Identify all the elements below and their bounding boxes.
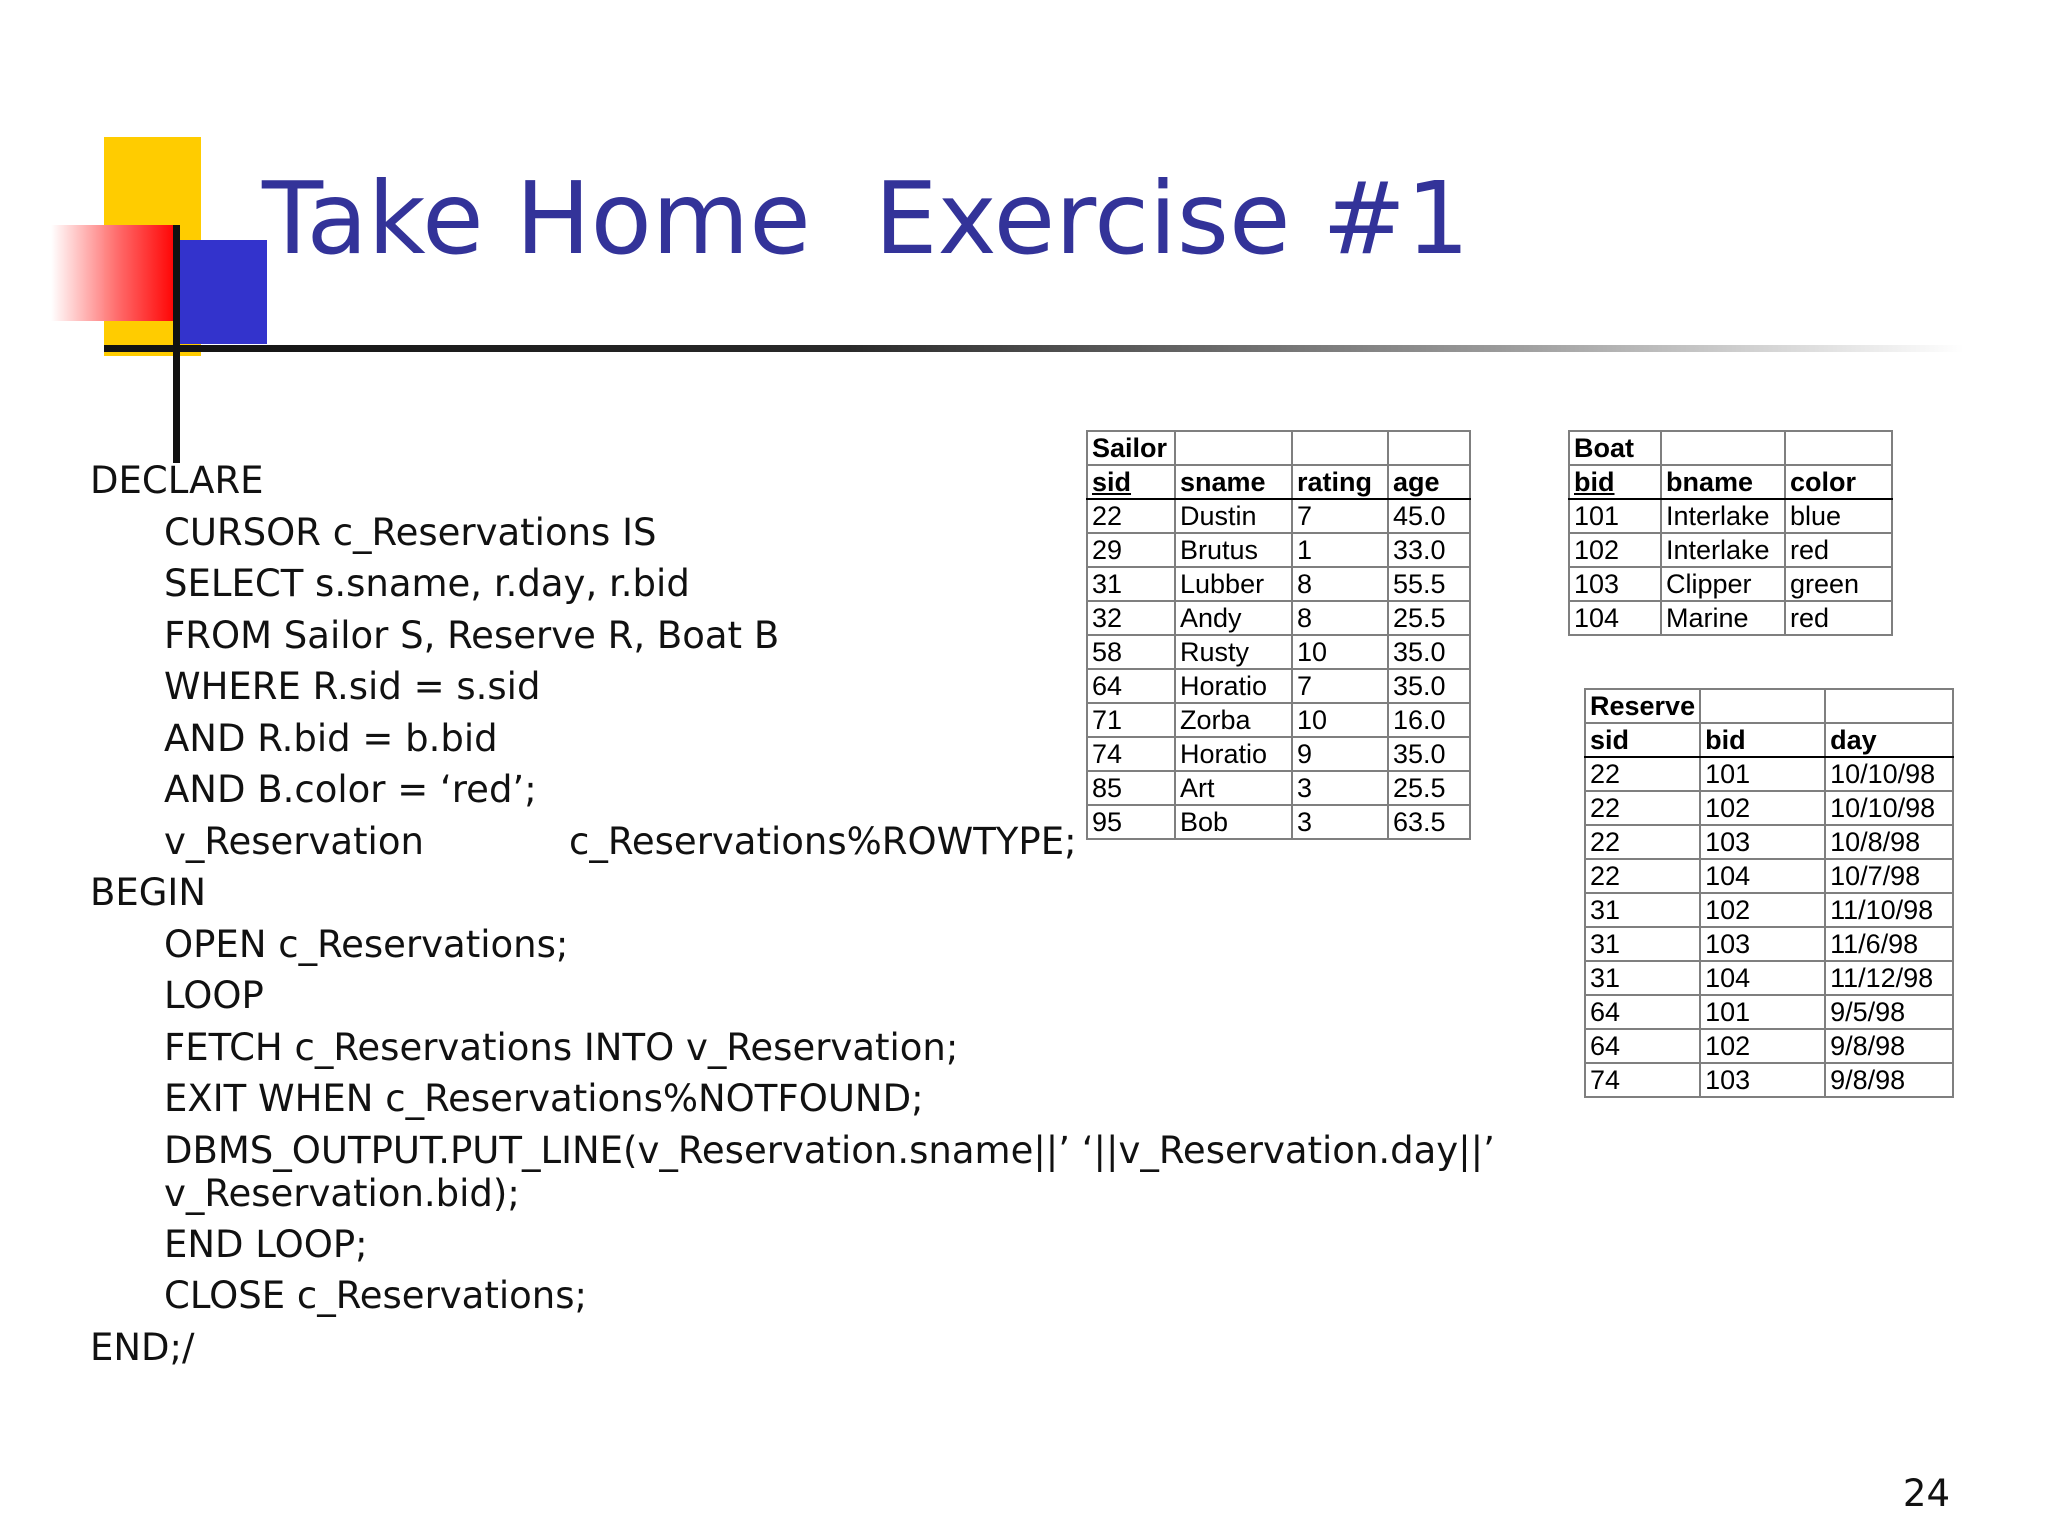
cell: 35.0	[1388, 669, 1470, 703]
cell: green	[1785, 567, 1892, 601]
column-header: sname	[1175, 465, 1292, 499]
cell: Horatio	[1175, 669, 1292, 703]
cell: 7	[1292, 669, 1388, 703]
title-rule	[104, 345, 1964, 352]
cell: 102	[1569, 533, 1661, 567]
cell: 103	[1700, 1063, 1825, 1097]
cell: 45.0	[1388, 499, 1470, 533]
table-caption: Boat	[1569, 431, 1661, 465]
cell: 31	[1585, 927, 1700, 961]
cell: 32	[1087, 601, 1175, 635]
cell: 10	[1292, 703, 1388, 737]
cell: 10/10/98	[1825, 757, 1953, 791]
table-row	[1585, 893, 1953, 927]
code-line-fetch: FETCH c_Reservations INTO v_Reservation;	[164, 1025, 959, 1069]
cell: 95	[1087, 805, 1175, 839]
cell: Brutus	[1175, 533, 1292, 567]
cell: 8	[1292, 601, 1388, 635]
cell: 3	[1292, 805, 1388, 839]
cell: 9/5/98	[1825, 995, 1953, 1029]
cell: 9/8/98	[1825, 1063, 1953, 1097]
cell: 103	[1700, 825, 1825, 859]
cell: 102	[1700, 893, 1825, 927]
column-header: bid	[1569, 465, 1661, 499]
deco-red-square	[51, 225, 177, 321]
table-row	[1585, 1063, 1953, 1097]
code-line-open: OPEN c_Reservations;	[164, 922, 569, 966]
column-header: age	[1388, 465, 1470, 499]
code-line-cursor: CURSOR c_Reservations IS	[164, 510, 657, 554]
table-row	[1087, 703, 1470, 737]
cell: Andy	[1175, 601, 1292, 635]
cell: 10	[1292, 635, 1388, 669]
code-line-and-color: AND B.color = ‘red’;	[164, 768, 537, 811]
code-line-loop: LOOP	[164, 974, 264, 1017]
code-line-close: CLOSE c_Reservations;	[164, 1274, 587, 1317]
code-line-where: WHERE R.sid = s.sid	[164, 665, 541, 708]
cell: 104	[1569, 601, 1661, 635]
cell: 9/8/98	[1825, 1029, 1953, 1063]
column-header: sid	[1087, 465, 1175, 499]
table-row	[1087, 533, 1470, 567]
column-header: sid	[1585, 723, 1700, 757]
column-header: rating	[1292, 465, 1388, 499]
cell: 10/10/98	[1825, 791, 1953, 825]
table-row	[1087, 737, 1470, 771]
deco-vertical-line	[173, 225, 180, 463]
cell: Rusty	[1175, 635, 1292, 669]
cell: 74	[1585, 1063, 1700, 1097]
code-line-put-line: DBMS_OUTPUT.PUT_LINE(v_Reservation.sname||’ ‘||v_Reservation.day||’ v_Reservation.bid);	[164, 1128, 1495, 1215]
cell: 1	[1292, 533, 1388, 567]
cell: 103	[1569, 567, 1661, 601]
cell: 64	[1087, 669, 1175, 703]
cell: 22	[1087, 499, 1175, 533]
cell: 101	[1569, 499, 1661, 533]
cell: 101	[1700, 757, 1825, 791]
cell: 16.0	[1388, 703, 1470, 737]
cell: 74	[1087, 737, 1175, 771]
cell: 31	[1585, 961, 1700, 995]
table-row	[1087, 601, 1470, 635]
code-line-from: FROM Sailor S, Reserve R, Boat B	[164, 613, 780, 657]
column-header: bid	[1700, 723, 1825, 757]
cell: 7	[1292, 499, 1388, 533]
table-caption: Reserve	[1585, 689, 1700, 723]
cell: 22	[1585, 825, 1700, 859]
code-line-and-bid: AND R.bid = b.bid	[164, 716, 498, 760]
cell: 85	[1087, 771, 1175, 805]
variable-name: v_Reservation	[164, 819, 424, 863]
cell: 29	[1087, 533, 1175, 567]
column-header: bname	[1661, 465, 1785, 499]
cell: red	[1785, 601, 1892, 635]
table-row	[1569, 499, 1892, 533]
cell: 31	[1585, 893, 1700, 927]
reserve-table	[1584, 688, 1954, 1098]
cell: 35.0	[1388, 635, 1470, 669]
cell: 22	[1585, 859, 1700, 893]
table-row	[1569, 533, 1892, 567]
table-row	[1569, 601, 1892, 635]
cell: blue	[1785, 499, 1892, 533]
cell: 102	[1700, 1029, 1825, 1063]
cell: 101	[1700, 995, 1825, 1029]
variable-type: c_Reservations%ROWTYPE;	[569, 819, 1077, 863]
cell: Interlake	[1661, 499, 1785, 533]
cell: Clipper	[1661, 567, 1785, 601]
slide-title: Take Home Exercise #1	[262, 160, 1470, 277]
code-line-end-loop: END LOOP;	[164, 1222, 368, 1266]
cell: 64	[1585, 1029, 1700, 1063]
table-row	[1087, 499, 1470, 533]
cell: 31	[1087, 567, 1175, 601]
cell: 55.5	[1388, 567, 1470, 601]
cell: 58	[1087, 635, 1175, 669]
table-row	[1585, 961, 1953, 995]
cell: Zorba	[1175, 703, 1292, 737]
table-row	[1585, 791, 1953, 825]
cell: 22	[1585, 791, 1700, 825]
page-number: 24	[1902, 1472, 1950, 1515]
cell: Interlake	[1661, 533, 1785, 567]
sailor-table	[1086, 430, 1471, 840]
table-row	[1569, 567, 1892, 601]
table-row	[1585, 1029, 1953, 1063]
cell: 11/12/98	[1825, 961, 1953, 995]
table-caption: Sailor	[1087, 431, 1175, 465]
table-row	[1585, 927, 1953, 961]
cell: 25.5	[1388, 601, 1470, 635]
cell: 3	[1292, 771, 1388, 805]
code-line-select: SELECT s.sname, r.day, r.bid	[164, 562, 690, 605]
cell: 11/6/98	[1825, 927, 1953, 961]
cell: Marine	[1661, 601, 1785, 635]
cell: 8	[1292, 567, 1388, 601]
cell: Bob	[1175, 805, 1292, 839]
boat-table	[1568, 430, 1893, 636]
table-row	[1087, 805, 1470, 839]
cell: 71	[1087, 703, 1175, 737]
cell: 22	[1585, 757, 1700, 791]
cell: 10/8/98	[1825, 825, 1953, 859]
table-row	[1585, 825, 1953, 859]
cell: red	[1785, 533, 1892, 567]
cell: 104	[1700, 859, 1825, 893]
cell: 104	[1700, 961, 1825, 995]
table-row	[1087, 567, 1470, 601]
cell: 25.5	[1388, 771, 1470, 805]
table-row	[1087, 669, 1470, 703]
code-line-end: END;/	[90, 1325, 195, 1369]
code-line-declare: DECLARE	[90, 459, 264, 502]
cell: Lubber	[1175, 567, 1292, 601]
cell: 64	[1585, 995, 1700, 1029]
table-row	[1585, 995, 1953, 1029]
column-header: day	[1825, 723, 1953, 757]
table-row	[1087, 771, 1470, 805]
cell: 103	[1700, 927, 1825, 961]
cell: 33.0	[1388, 533, 1470, 567]
table-row	[1585, 757, 1953, 791]
deco-blue-square	[178, 240, 267, 344]
cell: 63.5	[1388, 805, 1470, 839]
table-row	[1585, 859, 1953, 893]
cell: 9	[1292, 737, 1388, 771]
cell: 35.0	[1388, 737, 1470, 771]
cell: Horatio	[1175, 737, 1292, 771]
cell: 10/7/98	[1825, 859, 1953, 893]
column-header: color	[1785, 465, 1892, 499]
code-line-exit: EXIT WHEN c_Reservations%NOTFOUND;	[164, 1077, 924, 1120]
table-row	[1087, 635, 1470, 669]
cell: Art	[1175, 771, 1292, 805]
cell: Dustin	[1175, 499, 1292, 533]
cell: 11/10/98	[1825, 893, 1953, 927]
code-line-begin: BEGIN	[90, 871, 207, 914]
cell: 102	[1700, 791, 1825, 825]
